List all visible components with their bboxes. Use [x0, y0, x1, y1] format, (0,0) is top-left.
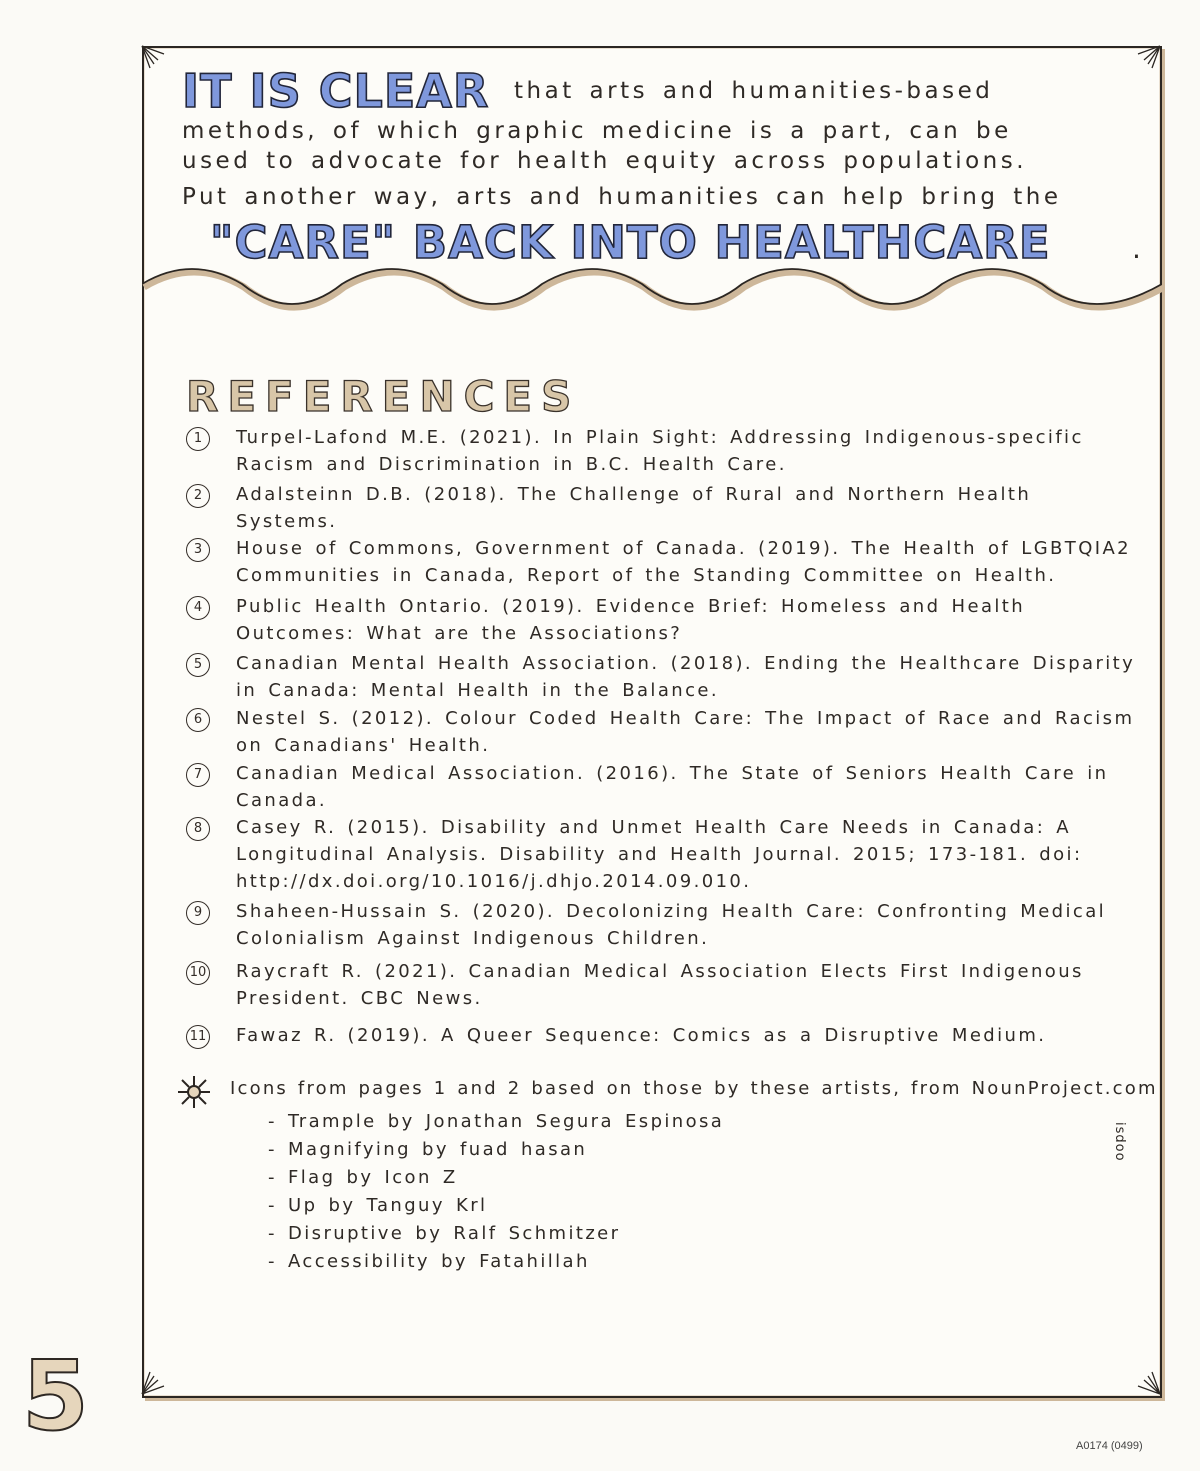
credit-item: - Magnifying by fuad hasan [268, 1139, 588, 1160]
reference-item [180, 705, 1150, 759]
reference-item [180, 814, 1150, 895]
corner-flourish-icon [140, 44, 170, 74]
page-number: 5 [22, 1340, 89, 1452]
reference-item [180, 958, 1150, 1012]
reference-item [180, 898, 1150, 952]
reference-text: Casey R. (2015). Disability and Unmet Health Care Needs in Canada: A Longitudinal Analysis. Disability and Health Journal. 2015; 173-181. doi: http://dx.doi.org/10.1016/j.dhjo.2014.09.010. [236, 817, 1083, 892]
reference-text: Public Health Ontario. (2019). Evidence Brief: Homeless and Health Outcomes: What are the Associations? [236, 596, 1026, 644]
reference-number: 9 [186, 901, 210, 925]
headline-period: . [1132, 232, 1141, 265]
reference-text: Nestel S. (2012). Colour Coded Health Care: The Impact of Race and Racism on Canadians' Health. [236, 708, 1135, 756]
reference-item [180, 760, 1150, 814]
reference-number: 8 [186, 817, 210, 841]
credit-item: - Up by Tanguy Krl [268, 1195, 488, 1216]
intro-line-1: that arts and humanities-based [514, 78, 994, 104]
reference-item [180, 481, 1150, 535]
reference-number: 3 [186, 538, 210, 562]
asterisk-icon [176, 1074, 212, 1110]
care-headline: "CARE" BACK INTO HEALTHCARE [210, 216, 1051, 269]
scalloped-divider [142, 262, 1162, 342]
reference-number: 6 [186, 708, 210, 732]
credit-item: - Disruptive by Ralf Schmitzer [268, 1223, 621, 1244]
intro-line-4: Put another way, arts and humanities can help bring the [182, 184, 1062, 210]
credit-item: - Flag by Icon Z [268, 1167, 458, 1188]
corner-flourish-icon [1132, 44, 1162, 74]
reference-text: Shaheen-Hussain S. (2020). Decolonizing Health Care: Confronting Medical Colonialism Against Indigenous Children. [236, 901, 1107, 949]
reference-text: Canadian Mental Health Association. (2018). Ending the Healthcare Disparity in Canada: Mental Health in the Balance. [236, 653, 1136, 701]
reference-item [180, 593, 1150, 647]
intro-line-3: used to advocate for health equity across populations. [182, 148, 1028, 174]
reference-number: 7 [186, 763, 210, 787]
references-heading: REFERENCES [186, 372, 581, 421]
icon-credits-intro: Icons from pages 1 and 2 based on those by these artists, from NounProject.com [230, 1078, 1158, 1099]
corner-flourish-icon [1132, 1366, 1162, 1396]
icon-credits-list [268, 1108, 724, 1276]
headline: IT IS CLEAR [182, 64, 490, 118]
reference-text: Raycraft R. (2021). Canadian Medical Association Elects First Indigenous President. CBC News. [236, 961, 1084, 1009]
reference-text: Adalsteinn D.B. (2018). The Challenge of Rural and Northern Health Systems. [236, 484, 1032, 532]
intro-line-2: methods, of which graphic medicine is a part, can be [182, 118, 1012, 144]
corner-flourish-icon [140, 1366, 170, 1396]
reference-item [180, 1022, 1150, 1049]
reference-text: House of Commons, Government of Canada. (2019). The Health of LGBTQIA2 Communities in Canada, Report of the Standing Committee on Health. [236, 538, 1132, 586]
document-code: A0174 (0499) [1076, 1440, 1143, 1452]
reference-number: 2 [186, 484, 210, 508]
artist-signature: isdoo [1112, 1122, 1127, 1162]
reference-number: 4 [186, 596, 210, 620]
reference-number: 10 [186, 961, 210, 985]
credit-item: - Trample by Jonathan Segura Espinosa [268, 1111, 725, 1132]
reference-number: 1 [186, 427, 210, 451]
reference-number: 11 [186, 1025, 210, 1049]
reference-text: Fawaz R. (2019). A Queer Sequence: Comics as a Disruptive Medium. [236, 1025, 1047, 1046]
reference-item [180, 424, 1150, 478]
reference-item [180, 535, 1150, 589]
reference-item [180, 650, 1150, 704]
reference-text: Canadian Medical Association. (2016). The State of Seniors Health Care in Canada. [236, 763, 1109, 811]
reference-text: Turpel-Lafond M.E. (2021). In Plain Sight: Addressing Indigenous-specific Racism and Discrimination in B.C. Health Care. [236, 427, 1084, 475]
credit-item: - Accessibility by Fatahillah [268, 1251, 590, 1272]
reference-number: 5 [186, 653, 210, 677]
